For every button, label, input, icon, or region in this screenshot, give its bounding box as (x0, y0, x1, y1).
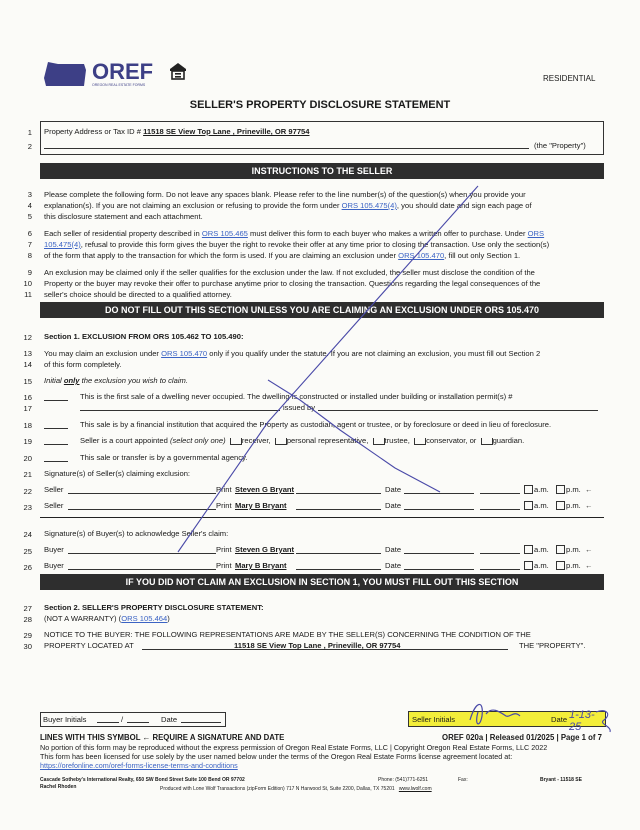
issued-by-label: issued by (283, 403, 316, 412)
ors-link[interactable]: ORS 105.475(4) (341, 201, 397, 210)
conservator-checkbox[interactable] (414, 438, 426, 445)
buyer-print-name: Mary B Bryant (235, 561, 287, 570)
instructions-para-2: Each seller of residential property described in ORS 105.465 must deliver this form to each buyer who makes a written offer to purchase. Under ORS 105.475(4), refusal to provide this form gives the buyer the right to revoke their offer at any time prior to closing the transaction. Use only the section(s) of the form that apply to the transaction for which the form is used. If you are claiming an exclusion under ORS 105.470, fill out only Section 1. (44, 229, 550, 260)
line-number: 12 (23, 333, 32, 342)
personal-rep-checkbox[interactable] (275, 438, 287, 445)
am-checkbox[interactable] (524, 501, 533, 510)
seller-print-name: Steven G Bryant (235, 485, 295, 494)
property-suffix: (the "Property") (534, 141, 586, 150)
initial-blank-19[interactable] (44, 436, 68, 445)
signature-arrow-icon: ← (585, 561, 593, 570)
line-number: 11 (24, 290, 32, 299)
logo-subtext: OREGON REAL ESTATE FORMS (92, 83, 146, 87)
seller-signature-row: Seller Print Steven G Bryant Date a.m. p.m. ← (44, 485, 593, 494)
line-number: 29 (23, 631, 32, 640)
property-address-value[interactable]: 11518 SE View Top Lane , Prineville, OR 97754 (143, 127, 310, 136)
pm-checkbox[interactable] (556, 545, 565, 554)
seller-signature-field[interactable] (68, 485, 216, 494)
line-number: 9 (27, 268, 32, 277)
seller-time-field[interactable] (480, 501, 520, 510)
ors-link[interactable]: ORS 105.465 (201, 229, 248, 238)
seller-initials-box[interactable]: Seller Initials Date 1-13-25 (408, 711, 606, 727)
exclusion-financial-institution: This sale is by a financial institution that acquired the Property as custodian, agent or trustee, or by foreclosure or deed in lieu of foreclosure. (80, 420, 552, 429)
fax: Fax: (458, 777, 468, 783)
buyer-print-name: Steven G Bryant (235, 545, 295, 554)
signature-arrow-icon: ← (585, 545, 593, 554)
am-checkbox[interactable] (524, 545, 533, 554)
buyer-signature-field[interactable] (68, 545, 216, 554)
line-number: 1 (27, 128, 32, 137)
phone: Phone: (541)771-6251 (378, 777, 429, 783)
line-number: 30 (23, 642, 32, 651)
oregon-state-icon (44, 60, 88, 88)
logo-text: OREF (92, 59, 154, 84)
buyer-signature-row: Buyer Print Steven G Bryant Date a.m. p.m. ← (44, 545, 593, 554)
buyer-time-field[interactable] (480, 545, 520, 554)
initial-only-note: Initial only the exclusion you wish to claim. (44, 376, 188, 385)
residential-label: RESIDENTIAL (543, 74, 596, 83)
exclusion-court-appointed: Seller is a court appointed (select only one) receiver, personal representative, trustee, conservator, or guardian. (80, 436, 525, 445)
form-id: OREF 020a | Released 01/2025 | Page 1 of 7 (442, 733, 602, 742)
line-number: 16 (23, 393, 32, 402)
line-number: 14 (23, 360, 32, 369)
lwolf-link[interactable]: www.lwolf.com (398, 786, 432, 792)
line-number: 22 (23, 487, 32, 496)
permit-number-field[interactable] (80, 402, 280, 411)
license-url-link[interactable]: https://orefonline.com/oref-forms-license-terms-and-conditions (40, 761, 238, 770)
ors-link[interactable]: 105.475(4) (44, 240, 81, 249)
exclusion-governmental: This sale or transfer is by a governmental agency. (80, 453, 248, 462)
produced-with: Produced with Lone Wolf Transactions (zipForm Edition) 717 N Harwood St, Suite 2200, Dallas, TX 75201 www.lwolf.com (160, 786, 432, 792)
divider (40, 517, 604, 518)
line-number: 24 (23, 530, 32, 539)
seller-signatures-heading: Signature(s) of Seller(s) claiming exclusion: (44, 469, 191, 478)
seller-signature-field[interactable] (68, 501, 216, 510)
am-checkbox[interactable] (524, 485, 533, 494)
line-number: 7 (27, 240, 32, 249)
seller-time-field[interactable] (480, 485, 520, 494)
agent-name: Rachel Rhoden (40, 784, 77, 790)
exclusion-first-sale: This is the first sale of a dwelling never occupied. The dwelling is constructed or installed under building or installation permit(s) # (80, 392, 513, 401)
pm-checkbox[interactable] (556, 501, 565, 510)
buyer-date-field[interactable] (404, 561, 474, 570)
issued-by-field[interactable] (318, 402, 598, 411)
initial-blank-20[interactable] (44, 453, 68, 462)
copyright-line-2: This form has been licensed for use solely by the user named below under the terms of the Oregon Real Estate Forms license agreement located at: (40, 752, 513, 761)
line-number: 3 (27, 190, 32, 199)
am-checkbox[interactable] (524, 561, 533, 570)
line-number: 17 (23, 404, 32, 413)
ors-link[interactable]: ORS 105.470 (161, 349, 208, 358)
property-located-row: PROPERTY LOCATED AT 11518 SE View Top Lane , Prineville, OR 97754 THE "PROPERTY". (44, 641, 586, 650)
line-number: 2 (27, 142, 32, 151)
line-number: 4 (27, 201, 32, 210)
line-number: 20 (23, 454, 32, 463)
buyer-date-field[interactable] (404, 545, 474, 554)
copyright-line-1: No portion of this form may be reproduced without the express permission of Oregon Real Estate Forms, LLC | Copyright Oregon Real Estate Forms, LLC 2022 (40, 743, 548, 752)
pm-checkbox[interactable] (556, 485, 565, 494)
line-number: 13 (23, 349, 32, 358)
property-address-label: Property Address or Tax ID # (44, 127, 141, 136)
line-number: 19 (23, 437, 32, 446)
line-number: 25 (23, 547, 32, 556)
line-number: 26 (23, 563, 32, 572)
seller-print-name: Mary B Bryant (235, 501, 287, 510)
receiver-checkbox[interactable] (230, 438, 242, 445)
signature-symbol-note: LINES WITH THIS SYMBOL ← REQUIRE A SIGNATURE AND DATE (40, 733, 285, 742)
seller-signature-row: Seller Print Mary B Bryant Date a.m. p.m. ← (44, 501, 593, 510)
instructions-para-3: An exclusion may be claimed only if the seller qualifies for the exclusion under the law. If not excluded, the seller must disclose the condition of the Property or the buyer may revoke their offer to purchase anytime prior to closing the transaction. Questions regarding the legal consequences of the seller's choice should be directed to a qualified attorney. (44, 268, 541, 299)
buyer-initials-box[interactable]: Buyer Initials / Date (40, 712, 226, 727)
trustee-checkbox[interactable] (373, 438, 385, 445)
property-line-2[interactable] (44, 140, 529, 149)
notice-to-buyer: NOTICE TO THE BUYER: THE FOLLOWING REPRESENTATIONS ARE MADE BY THE SELLER(S) CONCERNING THE CONDITION OF THE (44, 630, 531, 639)
equal-housing-icon (169, 62, 187, 82)
section-2-bar: IF YOU DID NOT CLAIM AN EXCLUSION IN SECTION 1, YOU MUST FILL OUT THIS SECTION (40, 574, 604, 590)
seller-date-field[interactable] (404, 501, 474, 510)
buyer-time-field[interactable] (480, 561, 520, 570)
buyer-signature-row: Buyer Print Mary B Bryant Date a.m. p.m. ← (44, 561, 593, 570)
signature-arrow-icon: ← (585, 501, 593, 510)
section-2-heading: Section 2. SELLER'S PROPERTY DISCLOSURE STATEMENT: (44, 603, 264, 612)
ors-link[interactable]: ORS (527, 229, 545, 238)
oref-logo (44, 58, 194, 92)
line-number: 15 (23, 377, 32, 386)
not-a-warranty: (NOT A WARRANTY) (ORS 105.464) (44, 614, 170, 623)
pm-checkbox[interactable] (556, 561, 565, 570)
instructions-para-1: Please complete the following form. Do not leave any spaces blank. Please refer to the line number(s) of the question(s) when you provide your explanation(s). If you are not claiming an exclusion or refusing to provide the form under ORS 105.475(4), you should date and sign each page of this disclosure statement and each attachment. (44, 190, 532, 221)
buyer-signatures-heading: Signature(s) of Buyer(s) to acknowledge Seller's claim: (44, 529, 229, 538)
initial-blank-18[interactable] (44, 420, 68, 429)
seller-date-field[interactable] (404, 485, 474, 494)
page-title: SELLER'S PROPERTY DISCLOSURE STATEMENT (189, 99, 451, 111)
line-number: 8 (27, 251, 32, 260)
ors-link[interactable]: ORS 105.470 (398, 251, 445, 260)
section-1-intro: You may claim an exclusion under ORS 105.470 only if you qualify under the statute. If you are not claiming an exclusion, you must fill out Section 2 of this form completely. (44, 349, 541, 369)
seller-date-value: 1-13-25 (569, 709, 595, 733)
line-number: 27 (23, 604, 32, 613)
guardian-checkbox[interactable] (481, 438, 493, 445)
brokerage: Cascade Sotheby's International Realty, 650 SW Bond Street Suite 100 Bend OR 97702 (40, 777, 245, 783)
line-number: 21 (23, 470, 32, 479)
exclusion-bar: DO NOT FILL OUT THIS SECTION UNLESS YOU ARE CLAIMING AN EXCLUSION UNDER ORS 105.470 (40, 302, 604, 318)
instructions-bar: INSTRUCTIONS TO THE SELLER (40, 163, 604, 179)
property-located-value: 11518 SE View Top Lane , Prineville, OR 97754 (234, 641, 401, 650)
document-name: Bryant - 11518 SE (540, 777, 582, 783)
property-address-row (44, 127, 310, 136)
signature-arrow-icon: ← (585, 485, 593, 494)
line-number: 18 (23, 421, 32, 430)
initial-blank-16[interactable] (44, 392, 68, 401)
line-number: 5 (27, 212, 32, 221)
buyer-signature-field[interactable] (68, 561, 216, 570)
line-number: 6 (27, 229, 32, 238)
line-number: 28 (23, 615, 32, 624)
line-number: 23 (23, 503, 32, 512)
section-1-heading: Section 1. EXCLUSION FROM ORS 105.462 TO 105.490: (44, 332, 244, 341)
line-number: 10 (23, 279, 32, 288)
ors-link[interactable]: ORS 105.464 (121, 614, 168, 623)
